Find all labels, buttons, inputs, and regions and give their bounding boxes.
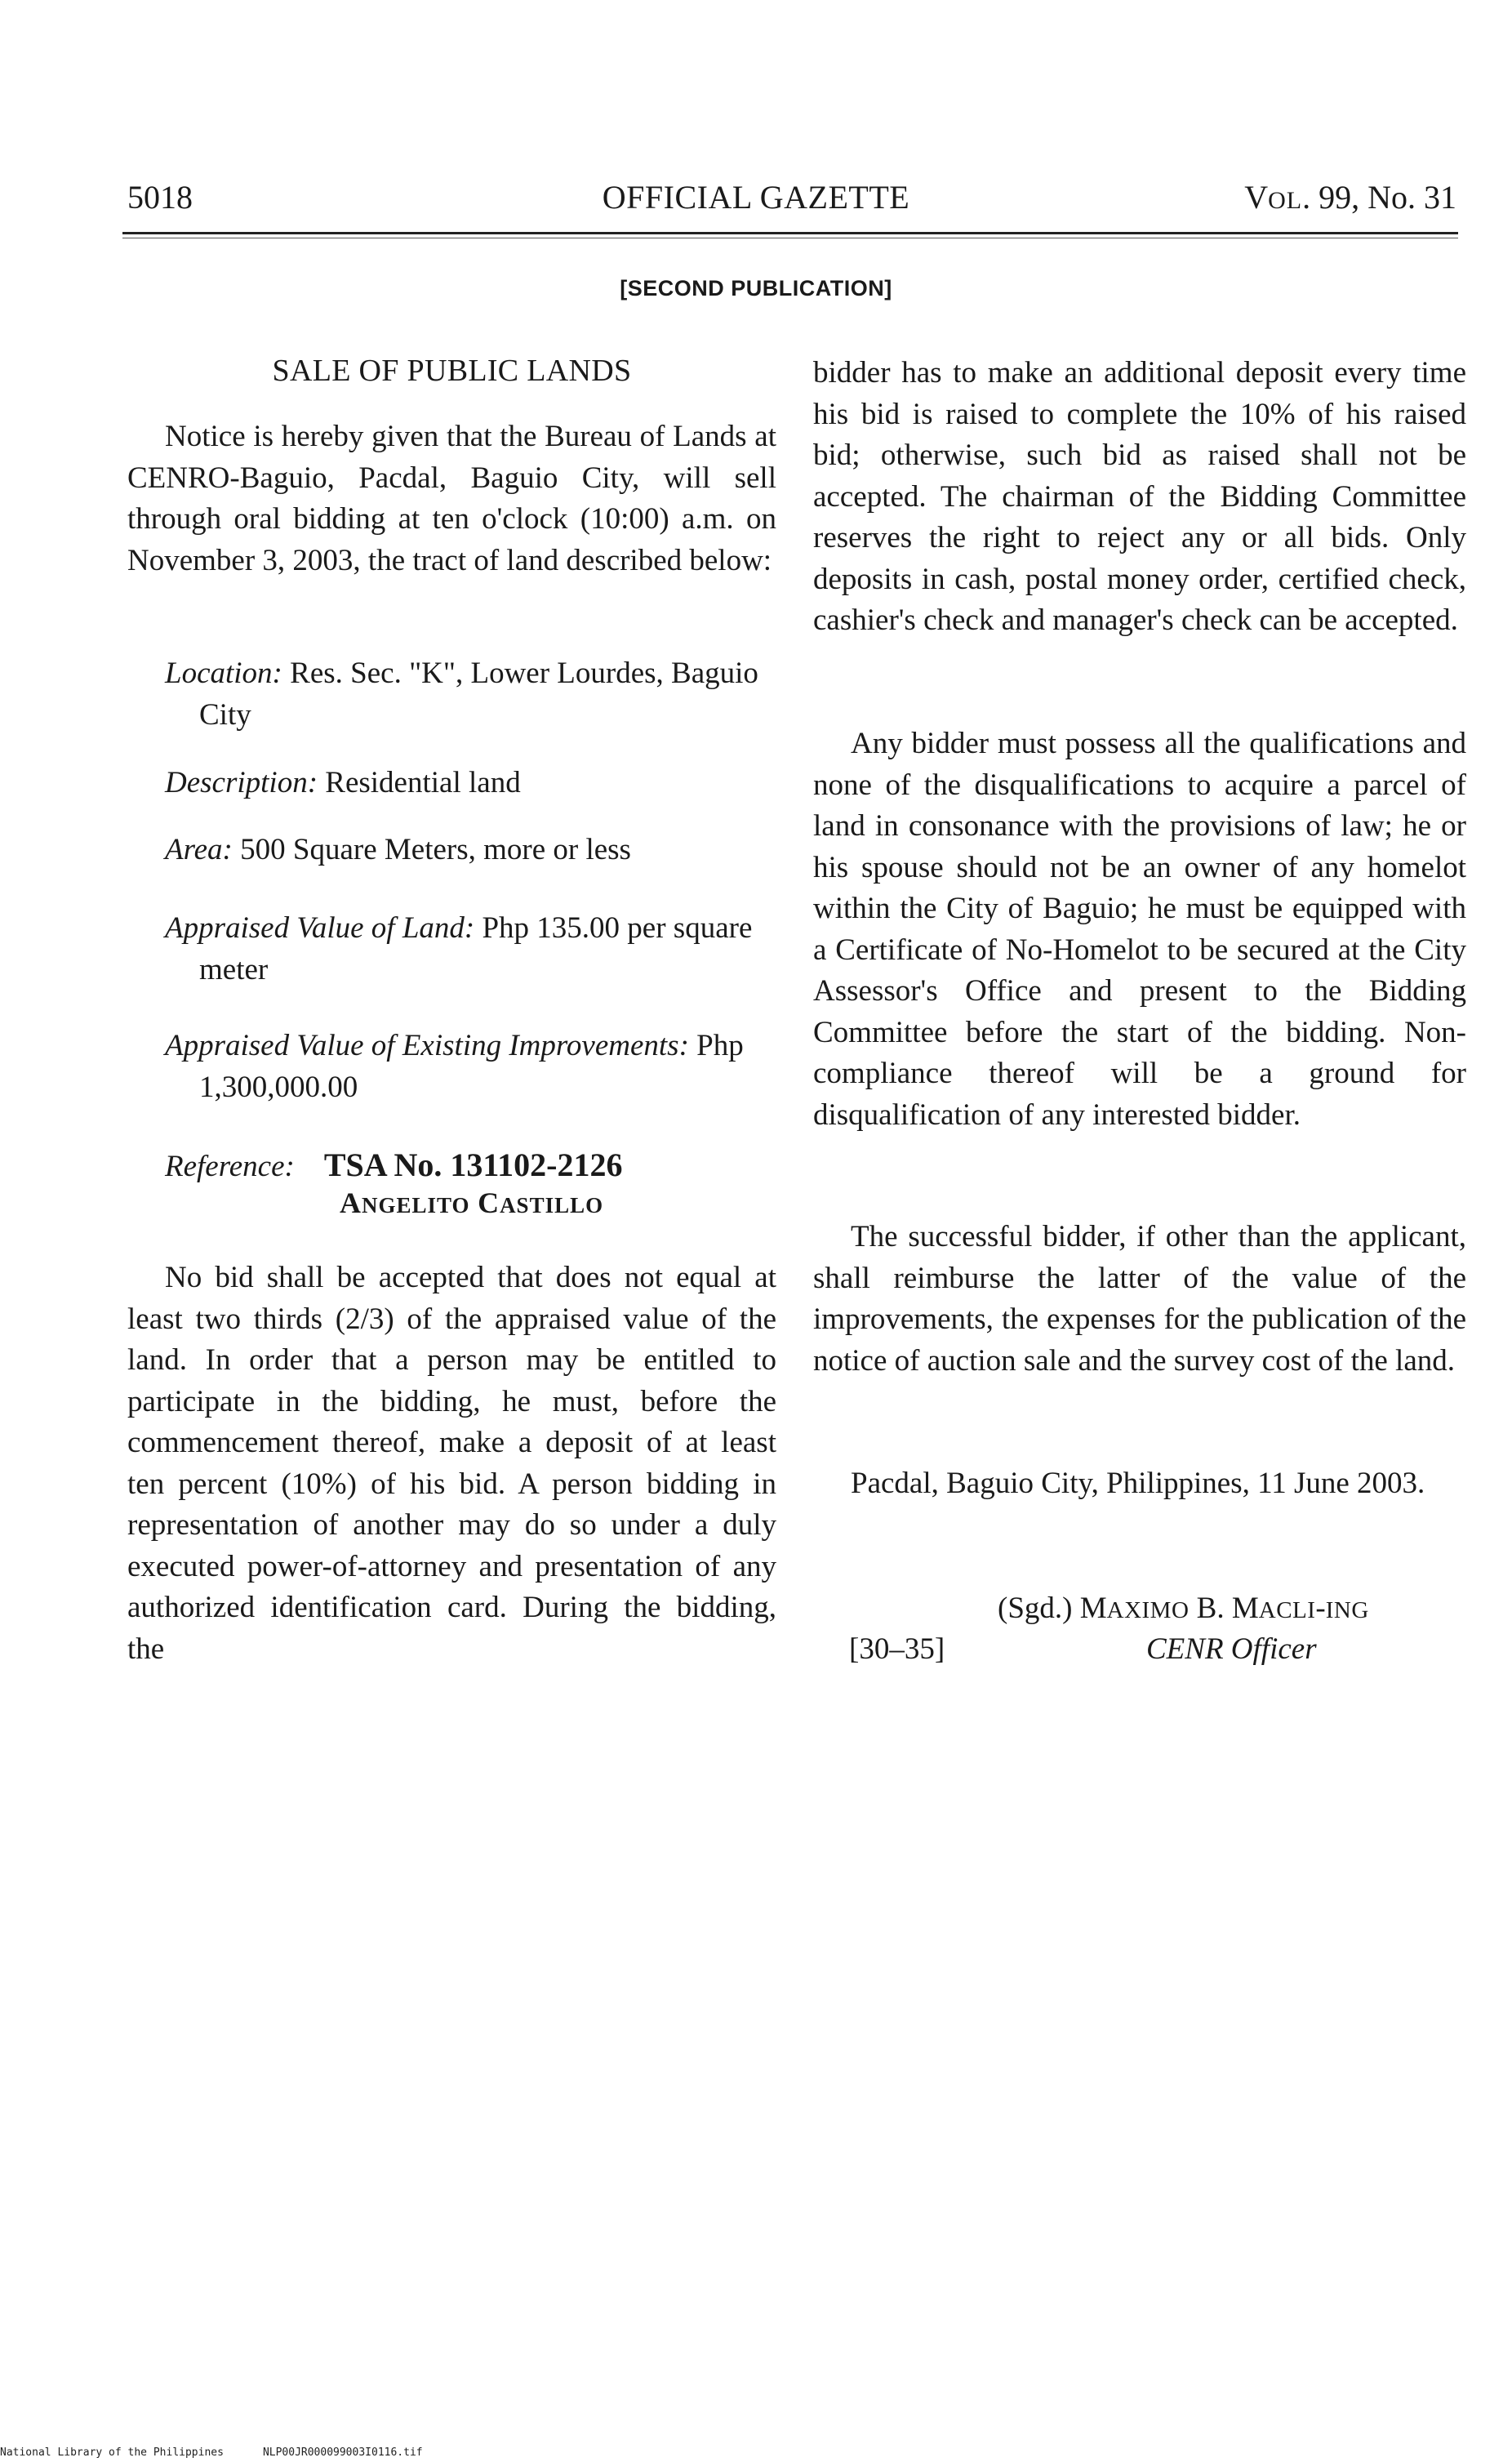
scan-footer [0,2446,423,2459]
notice-intro [127,416,776,581]
paragraph-text: No bid shall be accepted that does not equal at least two thirds (2/3) of the appraised value of the land. In order that a person may be entitled to participate in the bidding, he must, before the commencement thereof, make a deposit of at least ten percent (10%) of his bid. A person bidding in representation of another may do so under a duly executed power-of-attorney and presentation of any authorized identification card. During the bidding, the [127,1261,776,1666]
field-value: Php 1,300,000.00 [199,1029,744,1104]
header-rule [122,232,1458,234]
file-id: NLP00JR000099003I0116.tif [262,2446,423,2459]
tsa-number: TSA No. 131102-2126 [323,1146,623,1183]
field-area [165,830,810,871]
field-label: Area: [165,833,233,866]
place-date [813,1463,1466,1505]
publication-label: [SECOND PUBLICATION] [620,276,892,301]
field-description [165,763,810,804]
field-value: Residential land [325,766,521,799]
signatory-name [1080,1592,1369,1625]
signed-prefix: (Sgd.) [998,1592,1073,1625]
applicant-name [340,1186,603,1220]
field-appraised-land [165,908,810,991]
volume-part-2: . 99, No. 31 [1302,179,1456,216]
field-label: Appraised Value of Existing Improvements: [165,1029,689,1062]
name-part: AXIMO [1106,1597,1190,1623]
bid-paragraph-right [813,353,1466,642]
name-part: - [1315,1592,1326,1625]
library-name: National Library of the Philippines [0,2446,224,2459]
volume-part-1: OL [1268,187,1303,214]
signatory-title: CENR Officer [1146,1632,1317,1666]
field-appraised-improvements [165,1026,810,1108]
publication-title: OFFICIAL GAZETTE [602,179,910,216]
name-part: NGELITO [362,1193,470,1218]
name-part: ASTILLO [500,1193,604,1218]
reimbursement-paragraph [813,1217,1466,1382]
intro-paragraph: Notice is hereby given that the Bureau of Lands at CENRO-Baguio, Pacdal, Baguio City, will sell through oral bidding at ten o'clock (10:00) a.m. on November 3, 2003, the tract of land described below: [127,420,776,577]
publication-numbers: [30–35] [849,1632,945,1666]
field-location [165,653,810,736]
field-label: Description: [165,766,318,799]
paragraph-text: bidder has to make an additional deposit every time his bid is raised to complete the 10% of his raised bid; otherwise, such bid as raised shall not be accepted. The chairman of the Bidding Committee reserves the right to reject any or all bids. Only deposits in cash, postal money order, certified check, cashier's check and manager's check can be accepted. [813,356,1466,637]
notice-title: SALE OF PUBLIC LANDS [272,354,632,388]
field-value: Res. Sec. "K", Lower Lourdes, Baguio City [199,657,758,732]
name-part: ING [1325,1597,1369,1623]
page-number: 5018 [127,179,193,216]
paragraph-text: Pacdal, Baguio City, Philippines, 11 June 2003. [851,1467,1425,1500]
reference [165,1145,776,1187]
name-part: ACLI [1258,1597,1316,1623]
reference-label: Reference: [165,1150,295,1183]
field-label: Location: [165,657,282,690]
field-value: Php 135.00 per square meter [199,911,753,986]
paragraph-text: The successful bidder, if other than the applicant, shall reimburse the latter of the value of the improvements, the expenses for the publication of the notice of auction sale and the survey cost of the land. [813,1220,1466,1378]
field-value: 500 Square Meters, more or less [240,833,631,866]
volume-part-0: V [1244,179,1269,216]
paragraph-text: Any bidder must possess all the qualifications and none of the disqualifications to acquire a parcel of land in consonance with the provisions of law; he or his spouse should not be an owner of any homelot within the City of Baguio; he must be equipped with a Certificate of No-Homelot to be secured at the City Assessor's Office and present to the Bidding Committee before the start of the bidding. Non-compliance thereof will be a ground for disqualification of any interested bidder. [813,727,1466,1132]
name-part: M [1079,1592,1107,1625]
qualifications-paragraph [813,723,1466,1136]
field-label: Appraised Value of Land: [165,911,475,945]
name-part: B. M [1189,1592,1259,1625]
name-part: A [340,1186,362,1219]
name-part: C [478,1186,500,1219]
signature-line [998,1591,1369,1626]
bid-paragraph-left [127,1258,776,1670]
volume-number [1244,178,1456,216]
